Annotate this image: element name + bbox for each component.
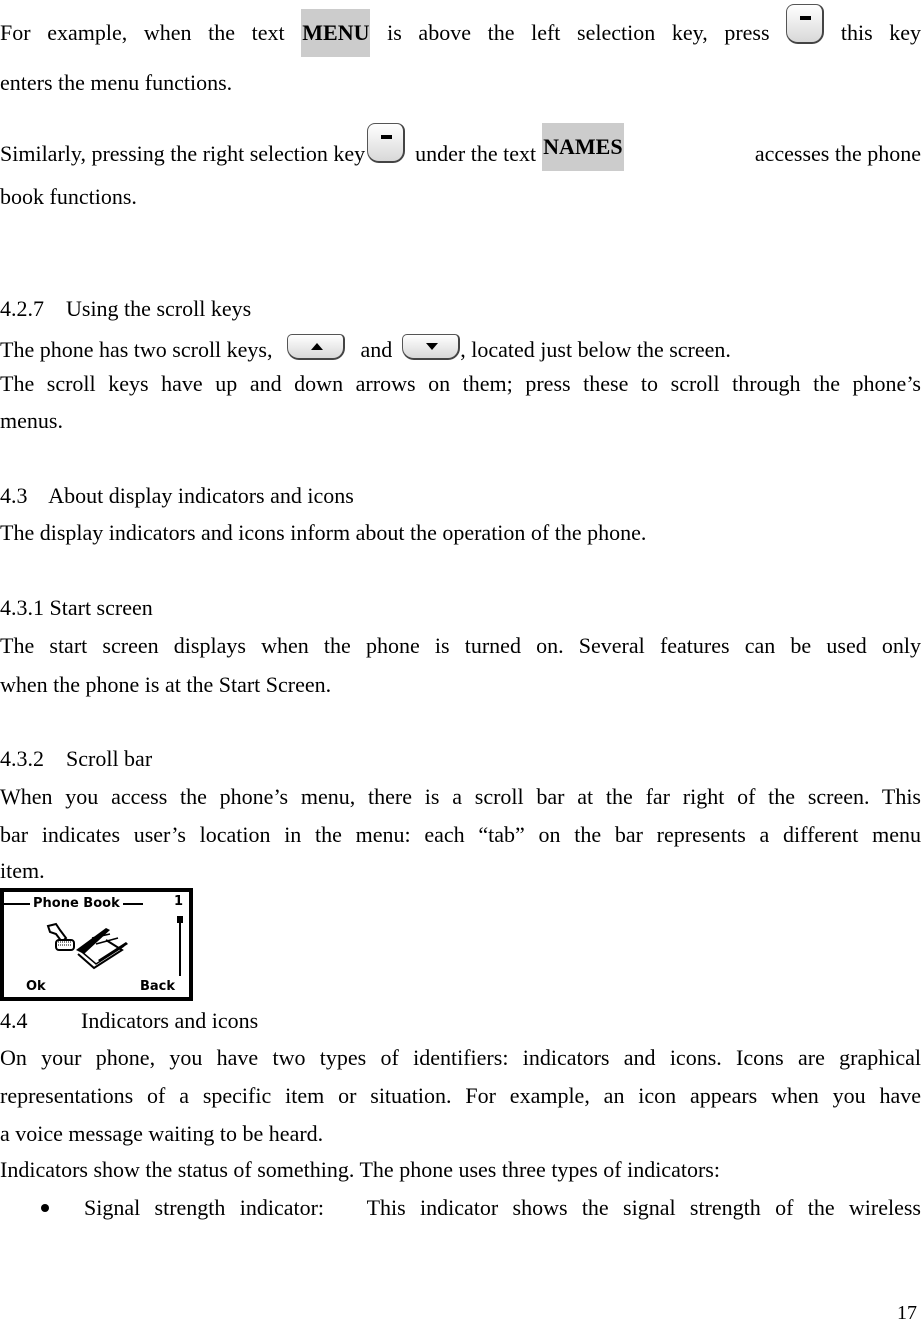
para1-line2: enters the menu functions. [0, 70, 233, 95]
right-selection-key-icon [367, 123, 405, 163]
phone-screen-image [0, 888, 193, 1001]
text: this key [840, 20, 921, 45]
text: is above the left selection key, press [387, 20, 770, 45]
heading-4-3-1: 4.3.1 Start screen [0, 595, 153, 620]
section427-line2: The scroll keys have up and down arrows on them; press these to scroll through the phone’s [0, 371, 921, 396]
section43-body: The display indicators and icons inform about the operation of the phone. [0, 520, 647, 545]
heading-4-3: 4.3 About display indicators and icons [0, 483, 354, 508]
bullet-item-signal-strength: Signal strength indicator: This indicator shows the signal strength of the wireless [84, 1195, 921, 1220]
heading-text: Indicators and icons [81, 1008, 259, 1033]
lcd-menu-index: 1 [173, 894, 183, 909]
section44-line4: Indicators show the status of something. The phone uses three types of indicators: [0, 1157, 720, 1182]
heading-4-3-2: 4.3.2 Scroll bar [0, 746, 153, 771]
scroll-up-key-icon [287, 334, 345, 360]
page-number: 17 [897, 1302, 917, 1324]
heading-4-2-7: 4.2.7 Using the scroll keys [0, 296, 252, 321]
text: accesses the phone [754, 141, 921, 166]
lcd-title: Phone Book [33, 896, 120, 911]
section44-line3: a voice message waiting to be heard. [0, 1121, 324, 1146]
section432-line3: item. [0, 858, 45, 883]
section432-line1: When you access the phone’s menu, there is a scroll bar at the far right of the screen. This [0, 784, 921, 809]
bullet-icon [41, 1204, 49, 1212]
lcd-softkey-ok: Ok [26, 979, 46, 994]
lcd-softkey-back: Back [139, 979, 175, 994]
section431-line1: The start screen displays when the phone is turned on. Several features can be used only [0, 633, 921, 658]
text: under the text [415, 141, 537, 166]
text: , located just below the screen. [460, 337, 731, 362]
names-highlight: NAMES [542, 123, 623, 171]
para2-line2: book functions. [0, 184, 137, 209]
lcd-scrollbar-tab [177, 916, 183, 923]
text: The phone has two scroll keys, [0, 337, 273, 362]
left-selection-key-icon [786, 4, 824, 44]
lcd-scrollbar [179, 916, 181, 976]
lcd-title-bar [4, 896, 189, 911]
phone-book-icon [44, 920, 134, 972]
section431-line2: when the phone is at the Start Screen. [0, 672, 332, 697]
section432-line2: bar indicates user’s location in the menu: each “tab” on the bar represents a different menu [0, 822, 921, 847]
section44-line1: On your phone, you have two types of identifiers: indicators and icons. Icons are graphical [0, 1045, 921, 1070]
text: Similarly, pressing the right selection key [0, 141, 366, 166]
text: and [360, 337, 393, 362]
para2-line1 [0, 134, 921, 171]
section44-line2: representations of a specific item or situation. For example, an icon appears when you have [0, 1083, 921, 1108]
section427-line3: menus. [0, 408, 63, 433]
menu-highlight: MENU [301, 9, 370, 57]
heading-4-4 [0, 1008, 258, 1034]
section427-line1 [0, 337, 731, 363]
phone-screen [4, 892, 189, 997]
heading-number: 4.4 [0, 1008, 28, 1033]
para1-line1 [0, 20, 921, 57]
text: For example, when the text [0, 20, 285, 45]
scroll-down-key-icon [402, 334, 460, 360]
